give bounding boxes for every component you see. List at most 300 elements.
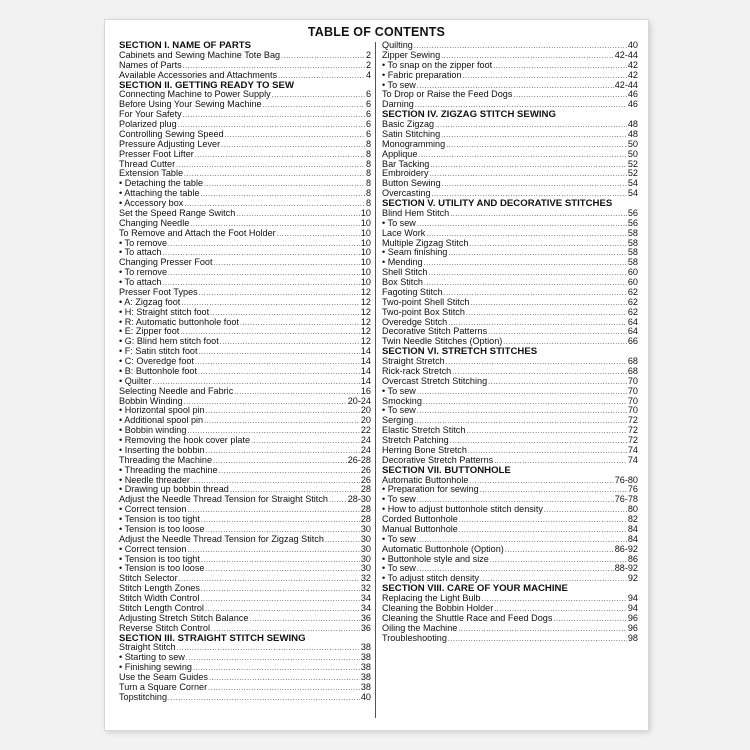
entry-title: • Preparation for sewing [382,484,479,495]
page-number: 8 [365,158,371,169]
entry-title: • To remove [119,237,167,248]
entry-title: Selecting Needle and Fabric [119,385,234,396]
dot-leader [263,101,365,111]
dot-leader [206,407,360,417]
dot-leader [553,615,627,625]
dot-leader [205,565,359,575]
entry-title: • To sew [382,217,416,228]
dot-leader [201,190,365,200]
entry-title: To Remove and Attach the Foot Holder [119,227,276,238]
page-number: 38 [360,652,371,663]
entry-title: • Buttonhole style and size [382,553,489,564]
entry-title: Replacing the Light Bulb [382,593,481,603]
entry-title: Use the Seam Guides [119,672,208,682]
dot-leader [187,506,360,516]
page-number: 42 [627,59,638,70]
dot-leader [448,249,627,259]
dot-leader [441,131,627,141]
entry-title: • Accessory box [119,198,184,208]
page-number: 12 [360,296,371,307]
entry-title: Stitch Selector [119,573,178,584]
page-number: 8 [365,198,371,208]
page-number: 28-30 [347,494,371,505]
dot-leader [442,180,627,190]
dot-leader [168,240,360,250]
dot-leader [236,210,360,220]
page-number: 10 [360,267,371,278]
dot-leader [435,121,627,131]
dot-leader [251,437,360,447]
entry-title: Multiple Zigzag Stitch [382,237,469,248]
dot-leader [187,546,360,556]
page-number: 10 [360,247,371,258]
page-number: 38 [360,681,371,692]
entry-title: Lace Work [382,227,426,238]
column-divider [375,42,376,718]
page-number: 22 [360,425,371,436]
page-number: 30 [360,563,371,574]
entry-title: Cleaning the Bobbin Holder [382,602,494,613]
entry-title: • R: Automatic buttonhole foot [119,316,239,327]
page-number: 94 [627,593,638,603]
entry-title: • E: Zipper foot [119,326,180,337]
toc-page [105,20,648,730]
page-number: 58 [627,227,638,238]
dot-leader [448,635,627,645]
toc-entry [382,397,638,407]
entry-title: Controlling Sewing Speed [119,128,224,139]
page-number: 56 [627,207,638,218]
page-number: 58 [627,237,638,248]
entry-title: • Seam finishing [382,247,448,258]
entry-title: Monogramming [382,138,446,149]
page-number: 38 [360,642,371,653]
entry-title: Basic Zigzag [382,119,435,129]
entry-title: Fagoting Stitch [382,286,443,297]
entry-title: Adjust the Needle Thread Tension for Straight Stitch [119,494,328,505]
page-number: 6 [365,99,371,110]
entry-title: Thread Cutter [119,158,176,169]
dot-leader [277,230,360,240]
page-number: 8 [365,188,371,199]
section-title: SECTION V. UTILITY AND DECORATIVE STITCHES [382,198,613,209]
toc-entry [119,367,371,377]
entry-title: Pressure Adjusting Lever [119,138,221,149]
page-number: 6 [365,119,371,129]
entry-title: To Drop or Raise the Feed Dogs [382,89,513,100]
entry-title: Topstitching [119,691,168,702]
page-number: 14 [360,346,371,357]
toc-entry [382,377,638,387]
toc-entry [382,140,638,150]
page-number: 96 [627,612,638,623]
page-number: 26 [360,474,371,485]
entry-title: • To remove [119,267,167,278]
entry-title: Stitch Length Zones [119,583,200,594]
dot-leader [195,358,360,368]
entry-title: Blind Hem Stitch [382,207,450,218]
page-number: 74 [627,454,638,465]
entry-title: Adjust the Needle Thread Tension for Zigzag Stitch [119,533,324,544]
dot-leader [466,309,627,319]
entry-title: Troubleshooting [382,632,447,643]
entry-title: Applique [382,148,418,159]
page-number: 10 [360,237,371,248]
section-title: SECTION VII. BUTTONHOLE [382,464,511,476]
dot-leader [450,437,627,447]
section-title: SECTION IV. ZIGZAG STITCH SEWING [382,109,556,121]
dot-leader [424,279,627,289]
entry-title: • To attach [119,247,162,258]
page-number: 72 [627,425,638,436]
entry-title: Threading the Machine [119,454,213,465]
entry-title: Overcast Stretch Stitching [382,375,488,386]
entry-title: Shell Stitch [382,267,428,278]
page-number: 24 [360,444,371,455]
dot-leader [220,338,360,348]
dot-leader [482,595,627,605]
page-number: 70 [627,405,638,416]
page-number: 12 [360,326,371,337]
page-number: 94 [627,602,638,613]
dot-leader [417,388,627,398]
page-number: 48 [627,128,638,139]
entry-title: Button Sewing [382,178,441,189]
entry-title: • Tension is too tight [119,553,200,564]
dot-leader [444,289,627,299]
dot-leader [466,427,626,437]
entry-title: Connecting Machine to Power Supply [119,89,271,100]
entry-title: • G: Blind hem stitch foot [119,336,219,347]
page-number: 36 [360,612,371,623]
entry-title: • B: Buttonhole foot [119,365,198,376]
section-title: SECTION I. NAME OF PARTS [119,40,252,51]
dot-leader [219,467,360,477]
entry-title: Two-point Shell Stitch [382,296,470,307]
entry-title: • Mending [382,257,423,268]
toc-entry [382,71,638,81]
page-number: 52 [627,168,638,179]
page-number: 6 [365,128,371,139]
entry-title: • To sew [382,533,416,544]
entry-title: • C: Overedge foot [119,356,194,366]
dot-leader [249,615,359,625]
page-number: 92 [627,573,638,584]
page-number: 32 [360,583,371,594]
dot-leader [199,289,360,299]
entry-title: Presser Foot Lifter [119,148,194,159]
entry-title: Polarized plug [119,119,177,129]
toc-left-column [119,41,371,703]
entry-title: • Tension is too loose [119,563,205,574]
page-number: 48 [627,119,638,129]
page-number: 52 [627,158,638,169]
entry-title: • Drawing up bobbin thread [119,484,229,495]
page-title: TABLE OF CONTENTS [307,25,446,39]
entry-title: Embroidery [382,168,429,179]
page-number: 38 [360,662,371,673]
dot-leader [272,91,365,101]
page-number: 30 [360,543,371,554]
page-number: 50 [627,148,638,159]
section-title: SECTION II. GETTING READY TO SEW [119,79,295,91]
page-number: 8 [365,168,371,179]
entry-title: Smocking [382,395,422,406]
entry-title: Corded Buttonhole [382,514,458,524]
page-number: 26-28 [347,454,371,465]
page-number: 50 [627,138,638,149]
page-number: 6 [365,109,371,120]
dot-leader [505,546,614,556]
entry-title: Turn a Square Corner [119,681,208,692]
dot-leader [225,131,365,141]
entry-title: • Horizontal spool pin [119,405,205,416]
page-number: 14 [360,365,371,376]
dot-leader [450,210,627,220]
page-number: 58 [627,247,638,258]
entry-title: • Starting to sew [119,652,185,663]
page-number: 12 [360,286,371,297]
entry-title: Overcasting [382,188,431,199]
page-number: 12 [360,336,371,347]
entry-title: Two-point Box Stitch [382,306,465,317]
dot-leader [179,575,360,585]
entry-title: • To sew [382,494,416,505]
entry-title: Box Stitch [382,277,423,287]
page-number: 82 [627,514,638,524]
page-number: 30 [360,553,371,564]
entry-title: • Tension is too tight [119,514,200,524]
entry-title: Decorative Stitch Patterns [382,326,488,337]
entry-title: Bar Tacking [382,158,430,169]
entry-title: Straight Stitch [119,642,176,653]
dot-leader [240,319,360,329]
dot-leader [208,684,360,694]
page-number: 64 [627,316,638,327]
entry-title: Automatic Buttonhole (Option) [382,543,504,554]
entry-title: For Your Safety [119,109,182,120]
dot-leader [213,457,347,467]
dot-leader [281,52,365,62]
dot-leader [177,644,360,654]
page-number: 20-24 [347,395,371,406]
entry-title: Oiling the Machine [382,622,458,633]
entry-title: • Correct tension [119,543,187,554]
page-number: 8 [365,178,371,189]
page-number: 80 [627,504,638,515]
entry-title: • A: Zigzag foot [119,296,181,307]
dot-leader [168,694,360,704]
dot-leader [480,486,627,496]
section-title: SECTION VIII. CARE OF YOUR MACHINE [382,583,568,595]
entry-title: Changing Needle [119,217,190,228]
section-title: SECTION III. STRAIGHT STITCH SEWING [119,632,306,644]
page-number: 68 [627,356,638,366]
page-number: 20 [360,405,371,416]
dot-leader [209,674,360,684]
dot-leader [424,259,627,269]
entry-title: • To adjust stitch density [382,573,480,584]
page-number: 54 [627,188,638,199]
page-number: 8 [365,148,371,159]
entry-title: Before Using Your Sewing Machine [119,99,262,110]
dot-leader [490,556,627,566]
entry-title: Overedge Stitch [382,316,448,327]
dot-leader [201,516,360,526]
page-number: 56 [627,217,638,228]
page-number: 84 [627,523,638,534]
toc-entry [382,485,638,495]
page-number: 38 [360,672,371,682]
page-number: 28 [360,514,371,524]
page-number: 74 [627,444,638,455]
page-number: 64 [627,326,638,337]
entry-title: Names of Parts [119,59,182,70]
entry-title: • Tension is too loose [119,523,205,534]
page-number: 28 [360,504,371,515]
page-number: 12 [360,316,371,327]
page-number: 30 [360,533,371,544]
dot-leader [234,388,360,398]
dot-leader [470,299,626,309]
entry-title: Cleaning the Shuttle Race and Feed Dogs [382,612,553,623]
entry-title: Darning [382,99,414,110]
dot-leader [186,654,360,664]
page-number: 76-78 [614,494,638,505]
page-number: 84 [627,533,638,544]
entry-title: Extension Table [119,168,184,179]
page-number: 8 [365,138,371,149]
entry-title: • Quilter [119,375,152,386]
entry-title: • Detaching the table [119,178,204,189]
page-number: 66 [627,336,638,347]
page-number: 70 [627,385,638,396]
toc-entry [382,634,638,644]
entry-title: • Needle threader [119,474,190,485]
dot-leader [459,516,627,526]
page-number: 24 [360,435,371,445]
toc-entry [382,90,638,100]
page-number: 68 [627,365,638,376]
entry-title: Straight Stretch [382,356,445,366]
page-number: 10 [360,217,371,228]
dot-leader [198,368,360,378]
entry-title: Adjusting Stretch Stitch Balance [119,612,249,623]
entry-title: Elastic Stretch Stitch [382,425,466,436]
page-number: 34 [360,602,371,613]
dot-leader [469,240,626,250]
page-number: 70 [627,395,638,406]
entry-title: Rick-rack Stretch [382,365,452,376]
toc-entry [382,406,638,416]
page-number: 2 [365,49,371,60]
dot-leader [488,328,627,338]
page-number: 76-80 [614,474,638,485]
page-number: 98 [627,632,638,643]
page-number: 14 [360,375,371,386]
dot-leader [430,170,627,180]
page-number: 4 [365,69,371,80]
page-number: 62 [627,306,638,317]
dot-leader [459,526,627,536]
page-number: 10 [360,227,371,238]
page-number: 28 [360,484,371,495]
dot-leader [325,536,360,546]
toc-right-column [382,41,638,643]
entry-title: Available Accessories and Attachments [119,69,278,80]
entry-title: • Attaching the table [119,188,200,199]
entry-title: • F: Satin stitch foot [119,346,198,357]
page-number: 86-92 [614,543,638,554]
dot-leader [183,111,365,121]
entry-title: Decorative Stretch Patterns [382,454,494,465]
page-number: 72 [627,415,638,426]
entry-title: • Finishing sewing [119,662,192,673]
page-number: 72 [627,435,638,445]
page-number: 20 [360,415,371,426]
page-number: 76 [627,484,638,495]
dot-leader [446,358,627,368]
dot-leader [193,664,360,674]
page-number: 62 [627,286,638,297]
page-number: 14 [360,356,371,366]
page-number: 30 [360,523,371,534]
entry-title: • Bobbin winding [119,425,187,436]
entry-title: Set the Speed Range Switch [119,207,236,218]
dot-leader [184,170,365,180]
entry-title: Bobbin Winding [119,395,183,406]
entry-title: • To sew [382,405,416,416]
page-number: 10 [360,277,371,287]
dot-leader [200,595,360,605]
entry-title: • Correct tension [119,504,187,515]
page-number: 2 [365,59,371,70]
page-number: 26 [360,464,371,475]
entry-title: Stitch Width Control [119,593,200,603]
dot-leader [201,556,360,566]
dot-leader [458,625,627,635]
dot-leader [429,269,627,279]
page-number: 86 [627,553,638,564]
dot-leader [176,161,365,171]
entry-title: • Fabric preparation [382,69,462,80]
dot-leader [446,141,627,151]
dot-leader [494,457,627,467]
page-number: 16 [360,385,371,396]
dot-leader [204,180,365,190]
toc-entry [119,693,371,703]
dot-leader [430,161,627,171]
entry-title: • How to adjust buttonhole stitch density [382,504,543,515]
dot-leader [204,417,360,427]
entry-title: Herring Bone Stretch [382,444,467,455]
dot-leader [206,447,360,457]
dot-leader [221,141,365,151]
page-number: 10 [360,257,371,268]
dot-leader [414,42,627,52]
dot-leader [488,378,627,388]
entry-title: • To sew [382,79,416,90]
toc-entry [382,209,638,219]
page-number: 40 [360,691,371,702]
entry-title: Cabinets and Sewing Machine Tote Bag [119,49,281,60]
dot-leader [423,398,627,408]
entry-title: • H: Straight stitch foot [119,306,210,317]
page-number: 34 [360,593,371,603]
section-title: SECTION VI. STRETCH STITCHES [382,346,538,358]
entry-title: • To snap on the zipper foot [382,59,493,70]
entry-title: Changing Presser Foot [119,257,213,268]
